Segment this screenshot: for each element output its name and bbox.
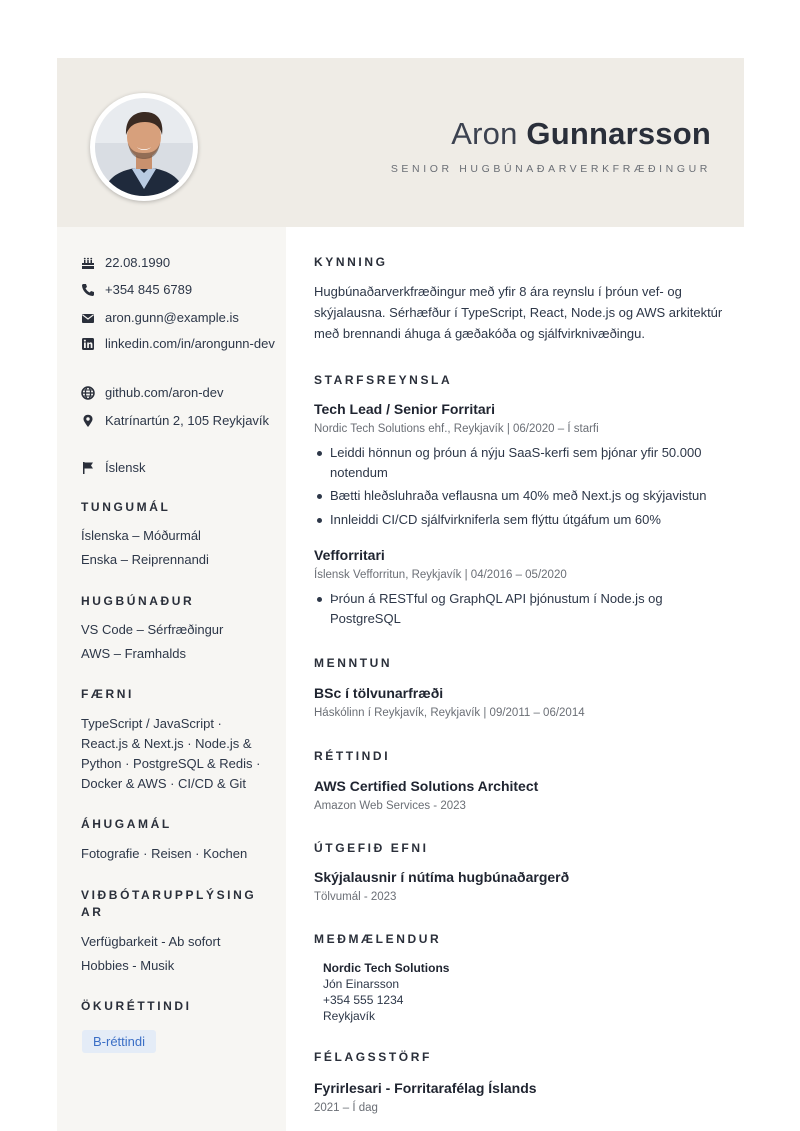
contact-phone xyxy=(81,281,276,299)
map-pin-icon xyxy=(81,414,95,428)
intro-text: Hugbúnaðarverkfræðingur með yfir 8 ára reynslu í þróun vef- og skýjalausna. Sérhæfður í TypeScript, React, Node.js og AWS arkitektúr með brennandi áhuga á gæðakóða og sjálfvirknivæðingu. xyxy=(314,284,723,341)
resume-page xyxy=(57,58,744,1131)
contact-linkedin[interactable] xyxy=(81,335,276,353)
software-item: VS Code – Sérfræðingur xyxy=(81,622,224,637)
language-item: Íslenska – Móðurmál xyxy=(81,528,201,543)
volunteer-role: Fyrirlesari - Forritarafélag Íslands xyxy=(314,1080,537,1096)
certs-heading: RÉTTINDI xyxy=(314,749,391,763)
intro-heading: KYNNING xyxy=(314,255,388,269)
education-heading: MENNTUN xyxy=(314,656,393,670)
hobbies-text: Fotografie · Reisen · Kochen xyxy=(81,846,248,861)
software-heading: HUGBÚNAÐUR xyxy=(81,594,195,608)
reference-card xyxy=(323,960,449,1024)
additional-item: Verfügbarkeit - Ab sofort xyxy=(81,934,221,949)
hobbies-heading: ÁHUGAMÁL xyxy=(81,817,172,831)
education-meta: Háskólinn í Reykjavík, Reykjavík | 09/2011 – 06/2014 xyxy=(314,707,585,719)
sidebar xyxy=(57,227,286,1131)
phone-icon xyxy=(81,283,95,297)
reference-phone: +354 555 1234 xyxy=(323,993,404,1007)
license-badge: B-réttindi xyxy=(82,1030,156,1053)
job-bullets xyxy=(314,589,724,629)
skills-text: TypeScript / JavaScript · React.js & Next.js · Node.js & Python · PostgreSQL & Redis · Docker & AWS · CI/CD & Git xyxy=(81,716,261,791)
contact-text: linkedin.com/in/arongunn-dev xyxy=(105,336,275,351)
contact-email[interactable] xyxy=(81,309,276,327)
publication-name: Skýjalausnir í nútíma hugbúnaðargerð xyxy=(314,869,570,885)
experience-heading: STARFSREYNSLA xyxy=(314,373,453,387)
birthday-cake-icon xyxy=(81,256,95,270)
job-bullet: Bætti hleðsluhraða veflausna um 40% með Next.js og skýjavistun xyxy=(314,486,724,506)
cert-meta: Amazon Web Services - 2023 xyxy=(314,800,466,812)
reference-city: Reykjavík xyxy=(323,1009,376,1023)
skills-heading: FÆRNI xyxy=(81,687,134,701)
job-bullets xyxy=(314,443,724,530)
cert-name: AWS Certified Solutions Architect xyxy=(314,778,539,794)
job-title: SENIOR HUGBÚNAÐARVERKFRÆÐINGUR xyxy=(390,163,711,175)
job-meta: Íslensk Vefforritun, Reykjavík | 04/2016 – 05/2020 xyxy=(314,569,567,581)
job-bullet: Innleiddi CI/CD sjálfvirkniferla sem flýttu útgáfum um 60% xyxy=(314,510,724,530)
contact-text: +354 845 6789 xyxy=(105,282,193,297)
degree-title: BSc í tölvunarfræði xyxy=(314,685,444,701)
job-bullet: Leiddi hönnun og þróun á nýju SaaS-kerfi sem þjónar yfir 50.000 notendum xyxy=(314,443,724,483)
contact-nationality xyxy=(81,459,276,477)
last-name: Gunnarsson xyxy=(526,116,711,151)
contact-address xyxy=(81,412,276,430)
additional-item: Hobbies - Musik xyxy=(81,958,175,973)
contact-text: Katrínartún 2, 105 Reykjavík xyxy=(105,413,270,428)
license-heading: ÖKURÉTTINDI xyxy=(81,999,192,1013)
resume-header xyxy=(57,58,744,227)
volunteer-heading: FÉLAGSSTÖRF xyxy=(314,1050,432,1064)
language-item: Enska – Reiprennandi xyxy=(81,552,209,567)
globe-icon xyxy=(81,386,95,400)
volunteer-period: 2021 – Í dag xyxy=(314,1102,378,1114)
software-item: AWS – Framhalds xyxy=(81,646,186,661)
flag-icon xyxy=(81,461,95,475)
additional-heading: VIÐBÓTARUPPLÝSINGAR xyxy=(81,888,257,919)
contact-text: 22.08.1990 xyxy=(105,255,171,270)
publication-meta: Tölvumál - 2023 xyxy=(314,891,397,903)
languages-heading: TUNGUMÁL xyxy=(81,500,171,514)
references-heading: MEÐMÆLENDUR xyxy=(314,932,442,946)
first-name: Aron xyxy=(451,116,518,151)
linkedin-icon xyxy=(81,337,95,351)
envelope-icon xyxy=(81,311,95,325)
job-meta: Nordic Tech Solutions ehf., Reykjavík | 06/2020 – Í starfi xyxy=(314,423,599,435)
full-name xyxy=(451,116,711,152)
contact-text: Íslensk xyxy=(105,460,146,475)
contact-github[interactable] xyxy=(81,384,276,402)
contact-text: aron.gunn@example.is xyxy=(105,310,239,325)
job-title: Tech Lead / Senior Forritari xyxy=(314,401,496,417)
reference-person: Jón Einarsson xyxy=(323,977,400,991)
job-title: Vefforritari xyxy=(314,547,385,563)
contact-text: github.com/aron-dev xyxy=(105,385,224,400)
publications-heading: ÚTGEFIÐ EFNI xyxy=(314,841,429,855)
job-bullet: Þróun á RESTful og GraphQL API þjónustum í Node.js og PostgreSQL xyxy=(314,589,724,629)
profile-photo xyxy=(90,93,198,201)
reference-company: Nordic Tech Solutions xyxy=(323,961,450,975)
contact-birthday xyxy=(81,254,276,272)
